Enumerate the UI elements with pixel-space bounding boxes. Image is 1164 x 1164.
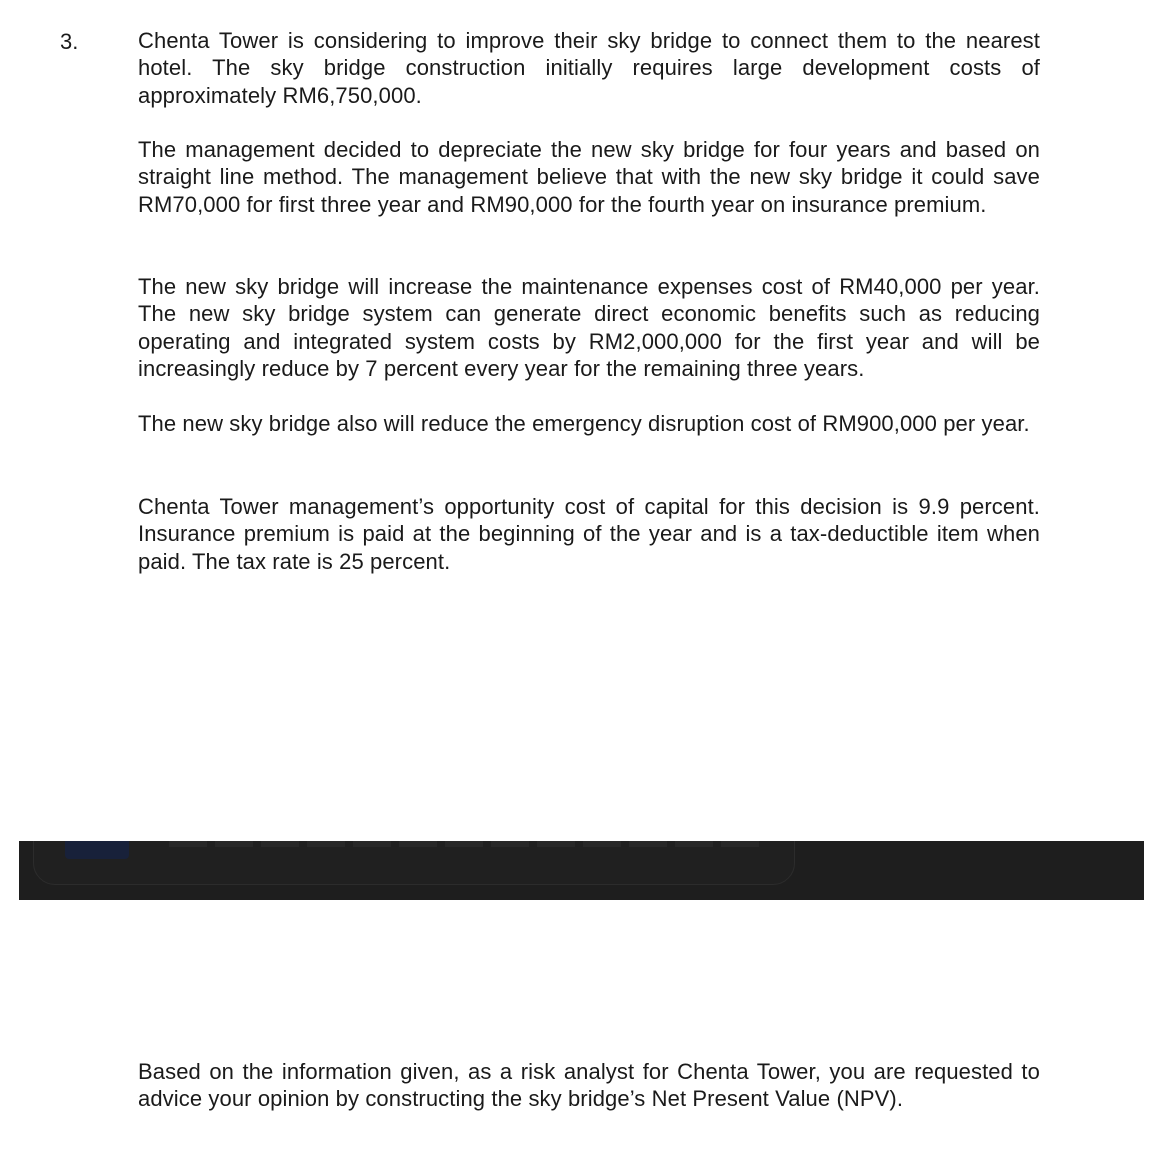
capital-paragraph: Chenta Tower management’s opportunity cost of capital for this decision is 9.9 percent. Insurance premium is paid at the beginning of the year and is a tax-deductible item when paid. The tax rate is 25 percent. (138, 494, 1040, 574)
task-paragraph: Based on the information given, as a risk analyst for Chenta Tower, you are requested to advice your opinion by constructing the sky bridge’s Net Present Value (NPV). (138, 1059, 1040, 1112)
overlay-badge (65, 841, 129, 859)
overlay-card (33, 841, 795, 885)
depreciation-paragraph: The management decided to depreciate the new sky bridge for four years and based on straight line method. The management believe that with the new sky bridge it could save RM70,000 for first three year and RM90,000 for the fourth year on insurance premium. (138, 137, 1040, 217)
maintenance-paragraph: The new sky bridge will increase the maintenance expenses cost of RM40,000 per year. The new sky bridge system can generate direct economic benefits such as reducing operating and integrated system costs by RM2,000,000 for the first year and will be increasingly reduce by 7 percent every year for the remaining three years. (138, 274, 1040, 382)
dark-overlay-banner (19, 841, 1144, 900)
disruption-paragraph: The new sky bridge also will reduce the emergency disruption cost of RM900,000 per year. (138, 411, 1030, 436)
overlay-obscured-text (169, 841, 759, 847)
question-number: 3. (60, 29, 79, 54)
intro-paragraph: Chenta Tower is considering to improve their sky bridge to connect them to the nearest hotel. The sky bridge construction initially requires large development costs of approximately RM6,750,000. (138, 28, 1040, 108)
